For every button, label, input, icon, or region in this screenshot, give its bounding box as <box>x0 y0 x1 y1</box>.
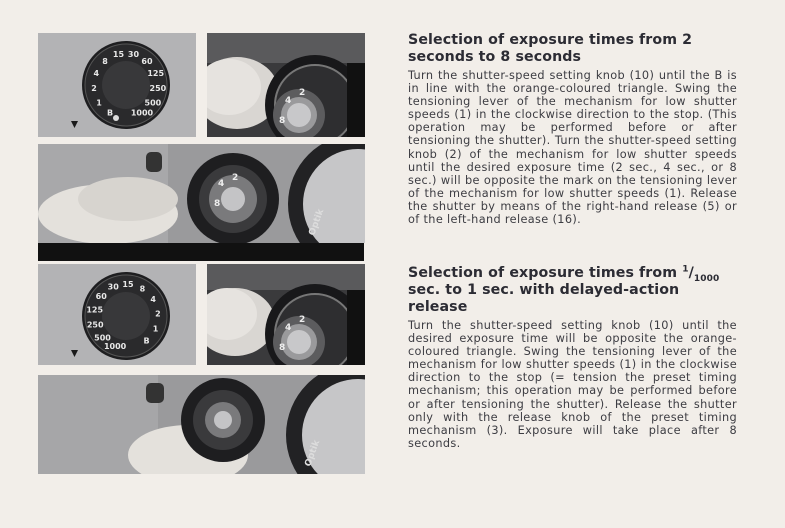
dial-bottom-label: 125 <box>86 305 104 315</box>
photo-speed-dial-top <box>38 33 196 137</box>
knob-bottom-label: 4 <box>285 323 292 333</box>
section-two-to-eight-seconds <box>408 32 737 226</box>
dial-top-label: 125 <box>147 69 165 79</box>
hand-knob-illustration-2 <box>207 264 365 365</box>
dial-bottom-label: 15 <box>122 280 134 290</box>
knob-mid-label: 2 <box>232 173 239 183</box>
heading-slash: / <box>688 265 694 281</box>
section-delayed-action <box>408 265 737 450</box>
dial-bottom-label: B <box>143 336 150 346</box>
section-heading-2 <box>408 265 737 316</box>
photo-camera-lens-top <box>38 144 365 243</box>
knob-top-label: 8 <box>279 116 286 126</box>
speed-dial-illustration <box>38 33 196 137</box>
knob-top-label: 2 <box>299 88 306 98</box>
photo-hand-knob-top <box>207 33 365 137</box>
dial-top-label: 1 <box>96 98 102 108</box>
section-body-2: Turn the shutter-speed setting knob (10) until the desired exposure time will be opposite the orange-coloured triangle. Swing the tensioning lever of the mechanism for low shutter speeds (1) in the clockwise direction to the stop (= tension the preset timing mechanism; this operation may be performed before or after tensioning the shutter). Release the shutter only with the release knob of the preset timing mechanism (3). Exposure will take place after 8 seconds. <box>408 319 737 450</box>
dial-top-label: 30 <box>127 49 140 59</box>
section-heading: Selection of exposure times from 2 seconds to 8 seconds <box>408 32 693 65</box>
dial-bottom-label: 30 <box>107 282 119 292</box>
dial-bottom-label: 1 <box>152 324 159 334</box>
dial-top-label: B <box>106 108 114 118</box>
photo-camera-lens-bottom <box>38 375 365 474</box>
dial-bottom-label: 1000 <box>103 342 127 352</box>
dial-top-label: 500 <box>144 98 162 108</box>
dial-bottom-label: 4 <box>150 295 156 305</box>
dial-top-label: 1000 <box>130 108 154 118</box>
photo-hand-knob-bottom <box>207 264 365 365</box>
dial-top-label: 8 <box>102 56 108 66</box>
photo-divider <box>38 243 364 261</box>
dial-top-label: 15 <box>112 49 125 59</box>
heading-sup: 1 <box>682 264 689 275</box>
camera-lens-illustration-2 <box>38 375 365 474</box>
knob-bottom-label: 2 <box>299 315 306 325</box>
dial-top-label: 60 <box>141 56 153 66</box>
dial-bottom-label: 2 <box>155 309 161 319</box>
hand-knob-illustration <box>207 33 365 137</box>
dial-top-label: 4 <box>93 69 100 79</box>
heading-pre: Selection of exposure times from <box>408 265 683 281</box>
dial-top-label: 2 <box>91 84 97 93</box>
heading-post: sec. to 1 sec. with delayed-action release <box>408 282 680 315</box>
dial-bottom-label: 60 <box>95 291 107 301</box>
heading-sub: 1000 <box>693 273 720 284</box>
knob-mid-label: 8 <box>214 199 221 209</box>
lens-text-top: Optik <box>307 207 327 238</box>
section-body: Turn the shutter-speed setting knob (10) until the B is in line with the orange-coloured triangle. Swing the tensioning lever of the mechanism for low shutter speeds (1) in the clockwise direction to the stop. (This operation may be performed before or after tensioning the shutter). Turn the shutter-speed setting knob (2) of the mechanism for low shutter speeds until the desired exposure time (2 sec., 4 sec., or 8 sec.) will be opposite the mark on the tensioning lever of the mechanism for low shutter speeds (1). Release the shutter by means of the right-hand release (5) or of the left-hand release (16). <box>408 69 737 227</box>
photo-speed-dial-bottom <box>38 264 196 365</box>
camera-lens-illustration <box>38 144 365 243</box>
speed-dial-illustration-2 <box>38 264 196 365</box>
dial-bottom-label: 500 <box>94 333 111 343</box>
dial-bottom-label: 250 <box>86 320 104 330</box>
dial-bottom-label: 8 <box>139 284 146 294</box>
knob-mid-label: 4 <box>218 179 225 189</box>
dial-top-label: 250 <box>149 84 167 93</box>
knob-bottom-label: 8 <box>279 343 286 353</box>
knob-top-label: 4 <box>285 96 292 106</box>
lens-text-bottom: Optik <box>303 438 323 469</box>
